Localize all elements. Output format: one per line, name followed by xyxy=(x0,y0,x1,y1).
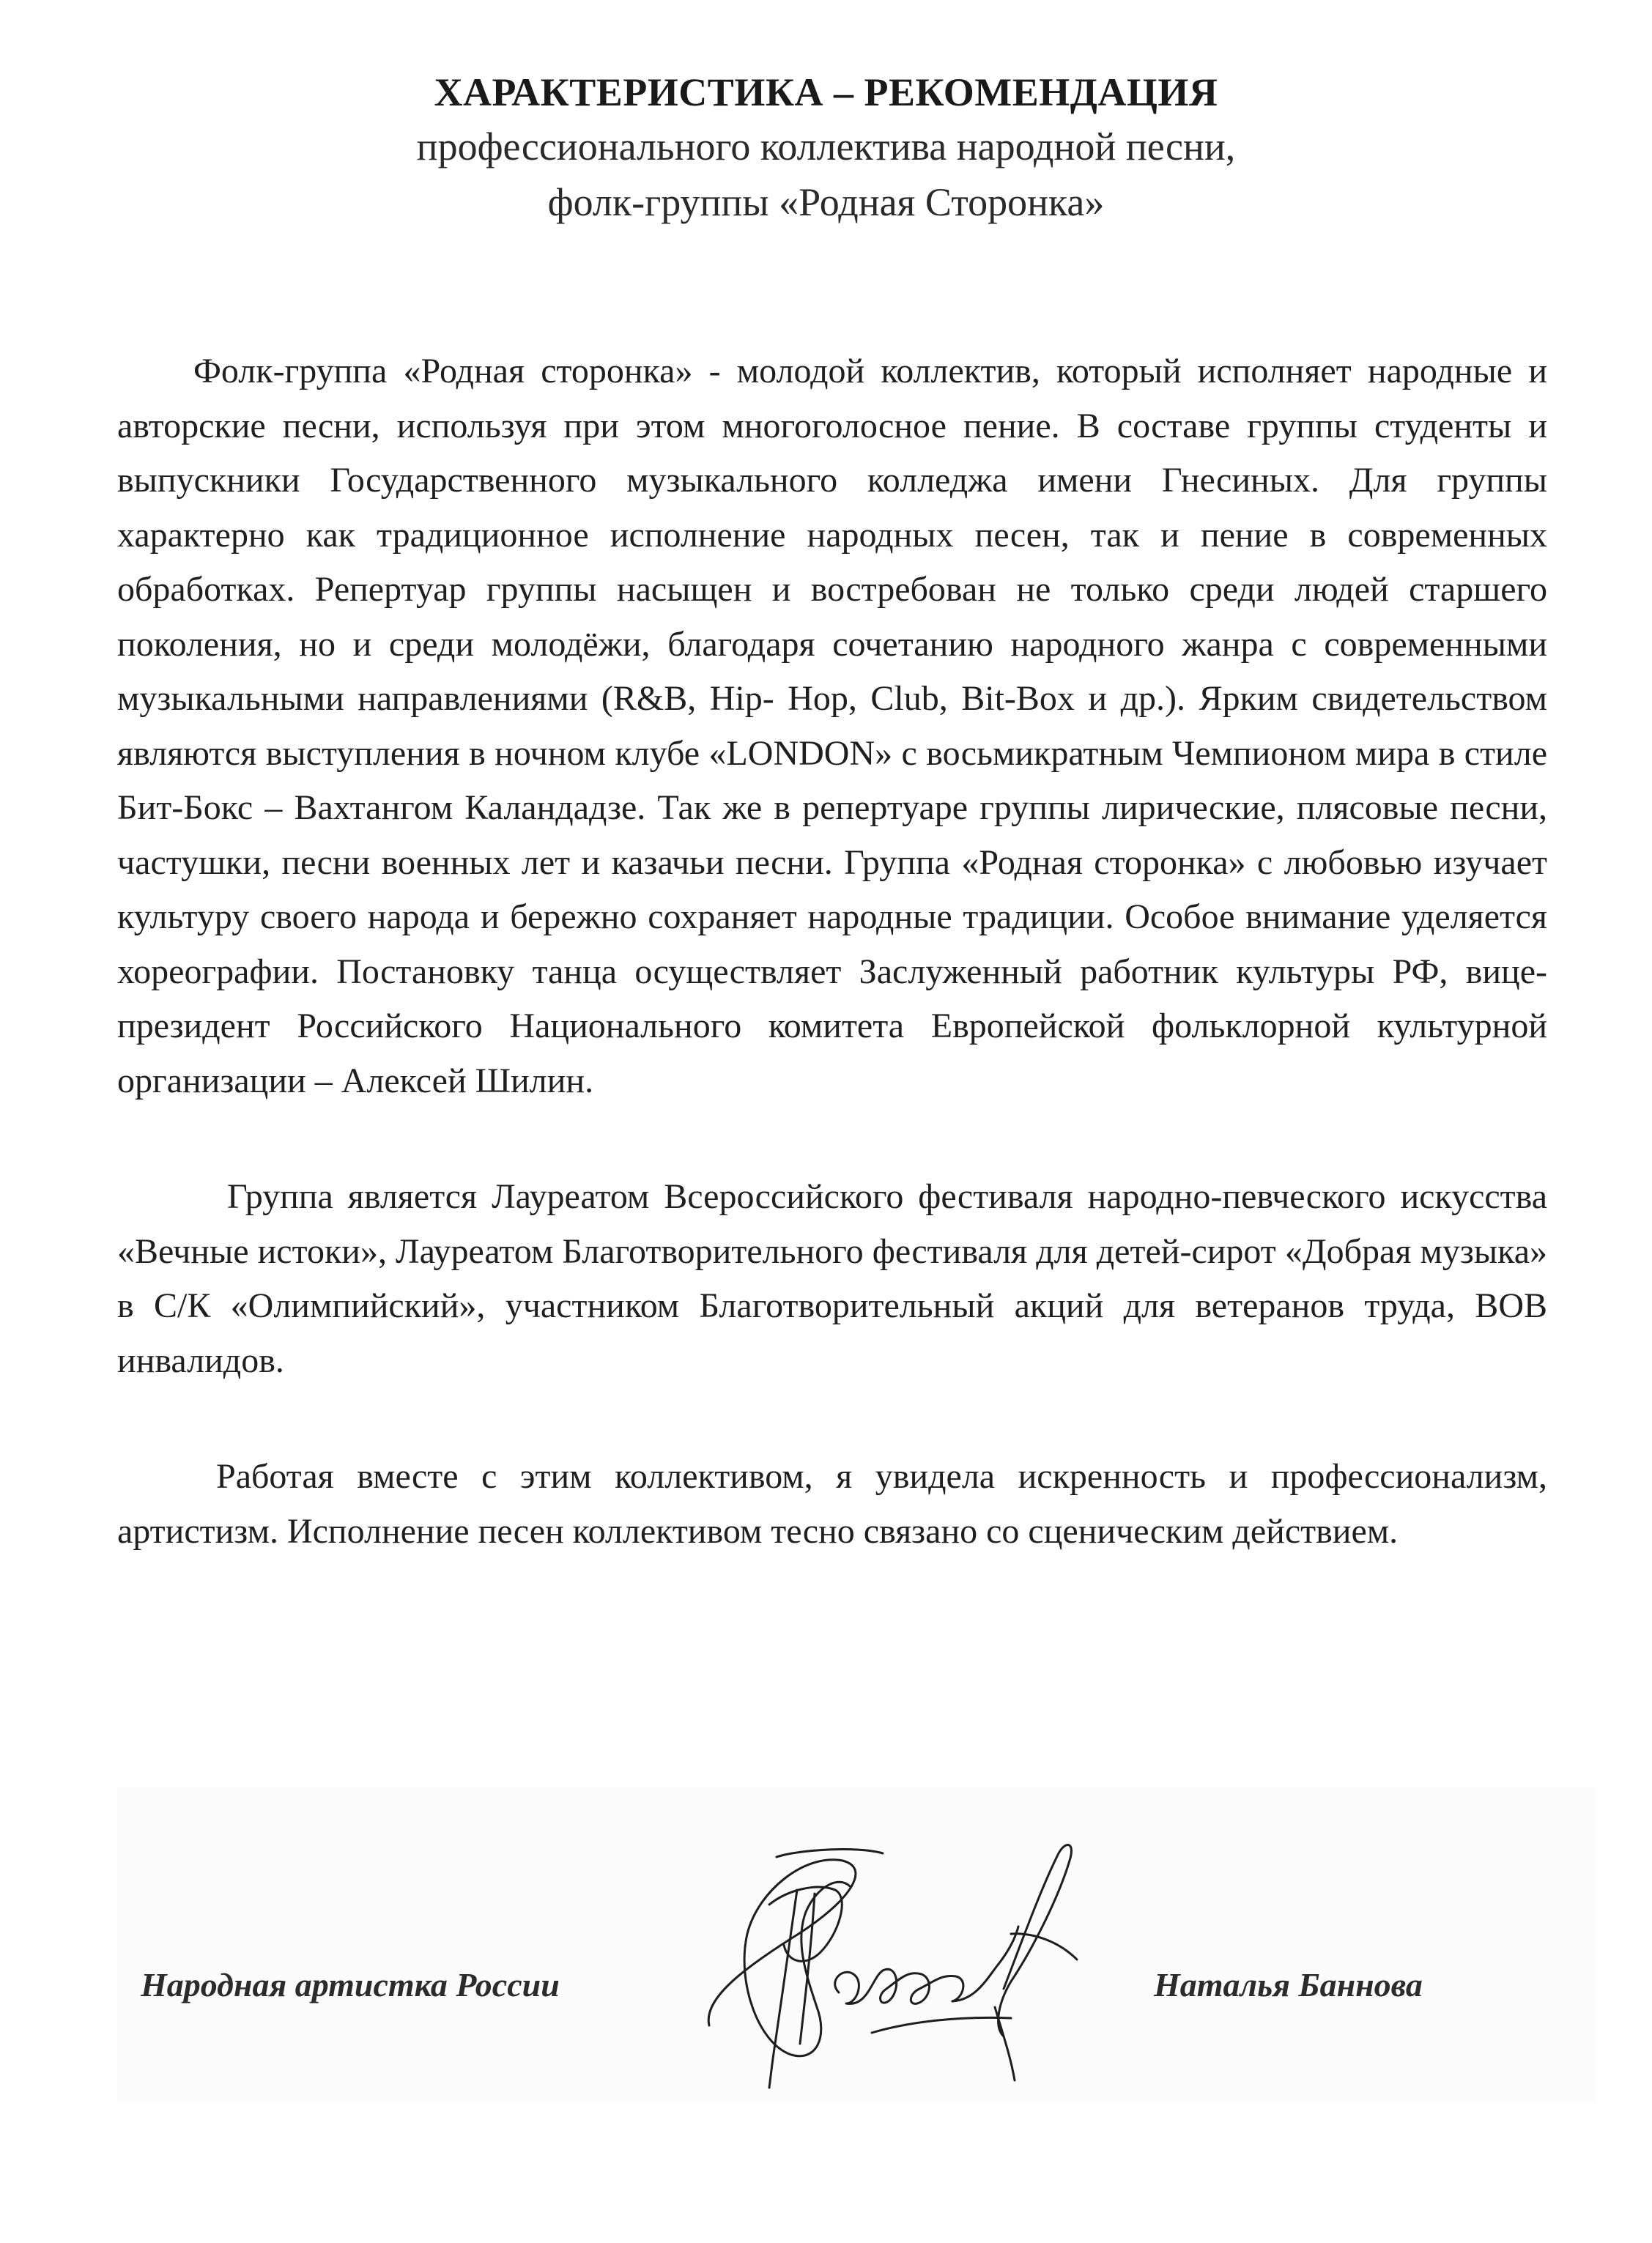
paragraph-awards: Группа является Лауреатом Всероссийского фестиваля народно-певческого искусства «Вечные истоки», Лауреатом Благотворительного фестиваля для детей-сирот «Добрая музыка» в С/К «Олимпийский», участником Благотворительный акций для ветеранов труда, ВОВ инвалидов. xyxy=(117,1177,1547,1380)
document-title: ХАРАКТЕРИСТИКА – РЕКОМЕНДАЦИЯ xyxy=(434,70,1218,114)
signature-block xyxy=(117,1787,1597,2102)
document-body xyxy=(117,344,1547,1559)
signer-title: Народная артистка России xyxy=(141,1966,560,2003)
document-subtitle-line-1: профессионального коллектива народной песни, xyxy=(416,125,1236,168)
paragraph-personal-opinion: Работая вместе с этим коллективом, я увидела искренность и профессионализм, артистизм. Исполнение песен коллективом тесно связано со сценическим действием. xyxy=(117,1457,1547,1551)
document-subtitle-line-2: фолк-группы «Родная Сторонка» xyxy=(547,180,1105,224)
document-header xyxy=(0,66,1652,230)
paragraph-group-description: Фолк-группа «Родная сторонка» - молодой коллектив, который исполняет народные и авторские песни, используя при этом многоголосное пение. В составе группы студенты и выпускники Государственного музыкального колледжа имени Гнесиных. Для группы характерно как традиционное исполнение народных песен, так и пение в современных обработках. Репертуар группы насыщен и востребован не только среди людей старшего поколения, но и среди молодёжи, благодаря сочетанию народного жанра с современными музыкальными направлениями (R&B, Hip- Hop, Club, Bit-Box и др.). Ярким свидетельством являются выступления в ночном клубе «LONDON» с восьмикратным Чемпионом мира в стиле Бит-Бокс – Вахтангом Каландадзе. Так же в репертуаре группы лирические, плясовые песни, частушки, песни военных лет и казачьи песни. Группа «Родная сторонка» с любовью изучает культуру своего народа и бережно сохраняет народные традиции. Особое внимание уделяется хореографии. Постановку танца осуществляет Заслуженный работник культуры РФ, вице-президент Российского Национального комитета Европейской фольклорной культурной организации – Алексей Шилин. xyxy=(117,352,1547,1100)
handwritten-signature-icon xyxy=(689,1824,1099,2095)
signer-name: Наталья Баннова xyxy=(1154,1966,1423,2003)
